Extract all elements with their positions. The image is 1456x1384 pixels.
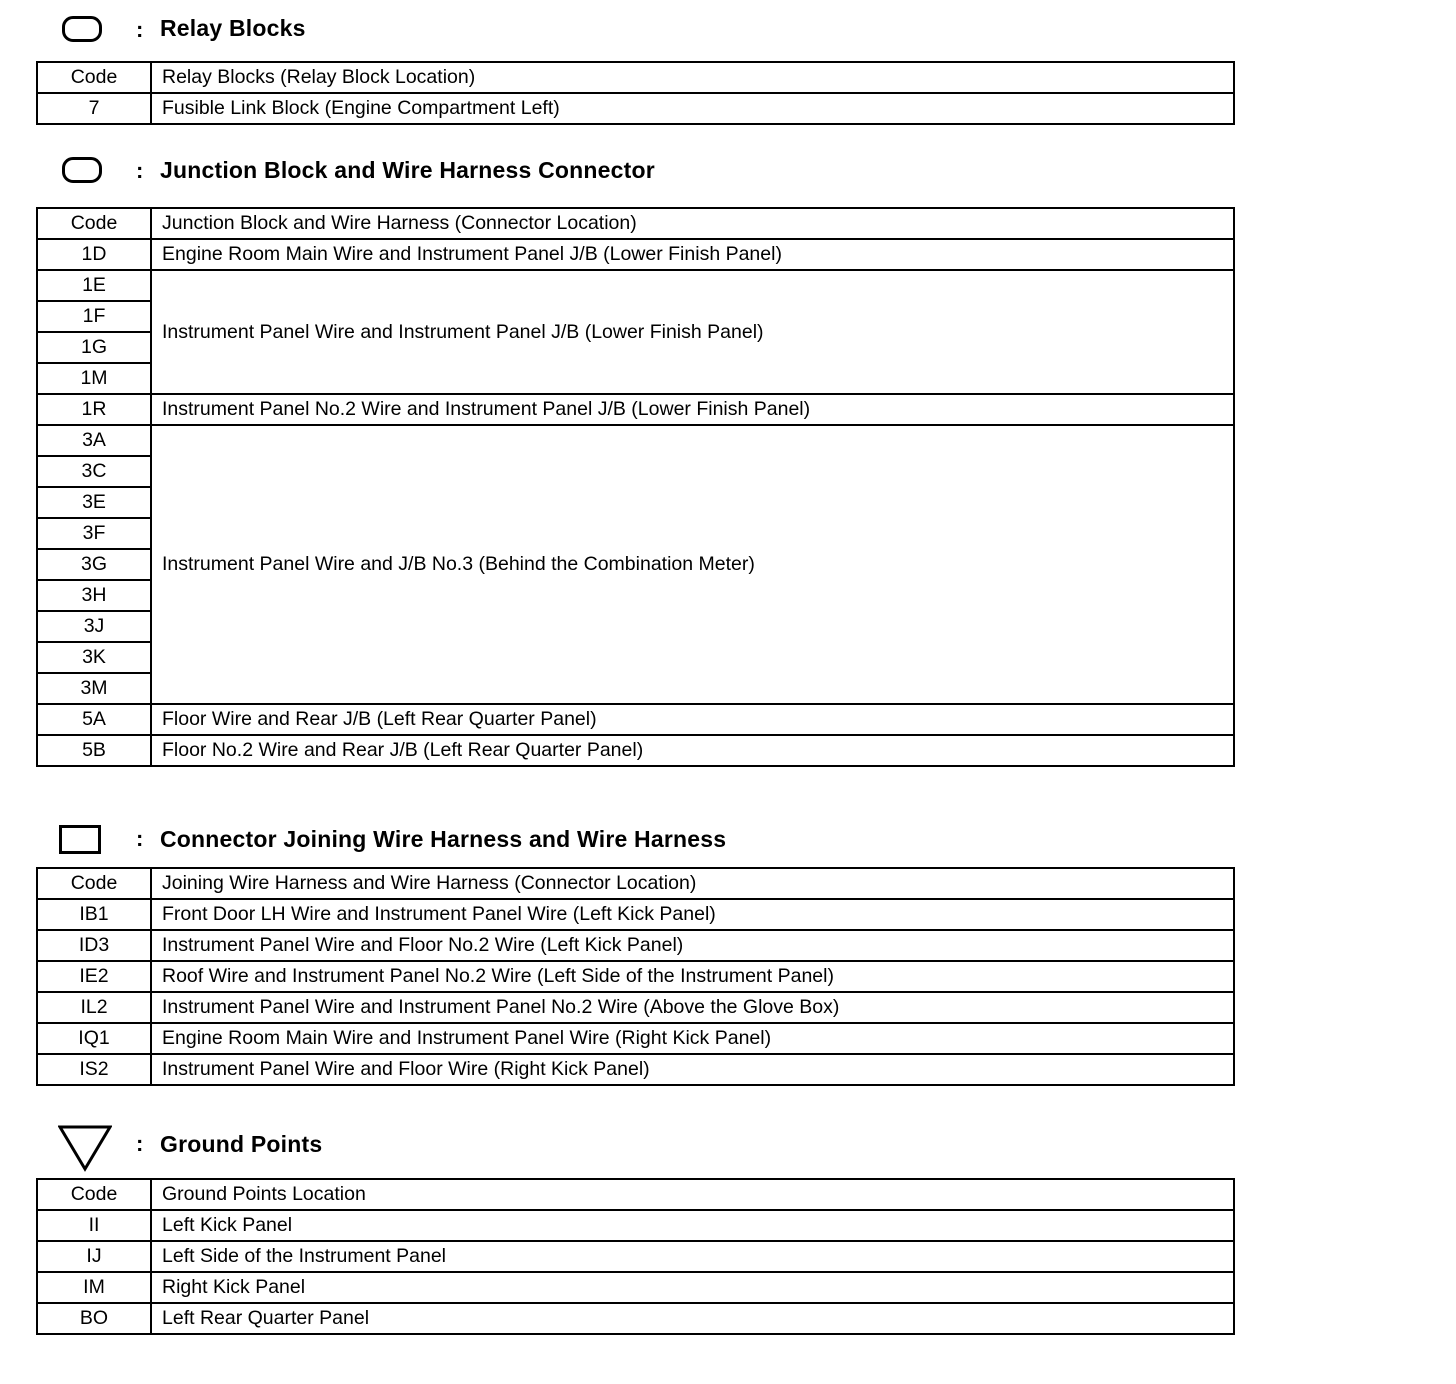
location-cell: Instrument Panel Wire and Floor Wire (Right Kick Panel) [151, 1054, 1234, 1085]
code-cell: 3E [37, 487, 151, 518]
code-cell: 5A [37, 704, 151, 735]
rounded-rectangle-icon [62, 16, 102, 42]
code-cell: 3M [37, 673, 151, 704]
rectangle-icon [59, 825, 101, 854]
table-row [37, 930, 1234, 961]
code-cell: 3A [37, 425, 151, 456]
location-cell: Roof Wire and Instrument Panel No.2 Wire (Left Side of the Instrument Panel) [151, 961, 1234, 992]
code-cell: 5B [37, 735, 151, 766]
location-header: Relay Blocks (Relay Block Location) [151, 62, 1234, 93]
section-title: Ground Points [160, 1131, 323, 1157]
code-header: Code [37, 208, 151, 239]
code-cell: IJ [37, 1241, 151, 1272]
relay-blocks-header [0, 0, 1456, 40]
connector-joining-header [0, 815, 1456, 855]
code-cell: IQ1 [37, 1023, 151, 1054]
table-header-row [37, 208, 1234, 239]
code-cell: 1G [37, 332, 151, 363]
section-title: Connector Joining Wire Harness and Wire Harness [160, 826, 727, 852]
location-cell: Floor Wire and Rear J/B (Left Rear Quarter Panel) [151, 704, 1234, 735]
table-row [37, 992, 1234, 1023]
code-cell: IS2 [37, 1054, 151, 1085]
location-cell: Instrument Panel Wire and Floor No.2 Wire (Left Kick Panel) [151, 930, 1234, 961]
code-cell: 7 [37, 93, 151, 124]
table-row [37, 704, 1234, 735]
table-row [37, 1054, 1234, 1085]
code-cell: IE2 [37, 961, 151, 992]
code-header: Code [37, 1179, 151, 1210]
code-cell: IL2 [37, 992, 151, 1023]
table-row [37, 1241, 1234, 1272]
colon: : [136, 17, 144, 42]
relay-blocks-table [36, 61, 1235, 125]
connector-joining-table [36, 867, 1235, 1086]
location-cell: Floor No.2 Wire and Rear J/B (Left Rear Quarter Panel) [151, 735, 1234, 766]
table-row [37, 1272, 1234, 1303]
table-row [37, 899, 1234, 930]
table-row [37, 425, 1234, 456]
location-cell: Instrument Panel Wire and Instrument Panel No.2 Wire (Above the Glove Box) [151, 992, 1234, 1023]
rounded-rectangle-icon [62, 157, 102, 183]
code-cell: 3F [37, 518, 151, 549]
code-cell: 3K [37, 642, 151, 673]
location-cell: Engine Room Main Wire and Instrument Panel J/B (Lower Finish Panel) [151, 239, 1234, 270]
code-header: Code [37, 868, 151, 899]
relay-blocks-section [0, 0, 1456, 119]
junction-block-section [0, 141, 1456, 761]
ground-points-header [0, 1122, 1456, 1162]
code-cell: 1E [37, 270, 151, 301]
code-cell: 3C [37, 456, 151, 487]
table-row [37, 961, 1234, 992]
down-triangle-icon [58, 1124, 112, 1172]
table-row [37, 239, 1234, 270]
colon: : [136, 158, 144, 183]
code-cell: 1R [37, 394, 151, 425]
location-cell: Left Kick Panel [151, 1210, 1234, 1241]
ground-points-table [36, 1178, 1235, 1335]
code-header: Code [37, 62, 151, 93]
location-header: Joining Wire Harness and Wire Harness (Connector Location) [151, 868, 1234, 899]
junction-block-table [36, 207, 1235, 767]
colon: : [136, 1131, 144, 1156]
code-cell: 3J [37, 611, 151, 642]
location-cell: Front Door LH Wire and Instrument Panel Wire (Left Kick Panel) [151, 899, 1234, 930]
location-cell: Left Rear Quarter Panel [151, 1303, 1234, 1334]
code-cell: 1F [37, 301, 151, 332]
location-header: Junction Block and Wire Harness (Connector Location) [151, 208, 1234, 239]
table-row [37, 1303, 1234, 1334]
code-cell: 3G [37, 549, 151, 580]
location-cell: Right Kick Panel [151, 1272, 1234, 1303]
code-cell: 1D [37, 239, 151, 270]
table-row [37, 1210, 1234, 1241]
table-row [37, 735, 1234, 766]
code-cell: IB1 [37, 899, 151, 930]
code-cell: BO [37, 1303, 151, 1334]
table-header-row [37, 868, 1234, 899]
table-row [37, 270, 1234, 301]
location-cell: Instrument Panel Wire and Instrument Panel J/B (Lower Finish Panel) [151, 270, 1234, 394]
section-title: Junction Block and Wire Harness Connector [160, 157, 655, 183]
table-header-row [37, 62, 1234, 93]
code-cell: 3H [37, 580, 151, 611]
colon: : [136, 826, 144, 851]
table-row [37, 93, 1234, 124]
code-cell: ID3 [37, 930, 151, 961]
code-cell: II [37, 1210, 151, 1241]
location-cell: Instrument Panel No.2 Wire and Instrument Panel J/B (Lower Finish Panel) [151, 394, 1234, 425]
junction-block-header [0, 141, 1456, 181]
table-row [37, 1023, 1234, 1054]
code-cell: IM [37, 1272, 151, 1303]
location-cell: Instrument Panel Wire and J/B No.3 (Behind the Combination Meter) [151, 425, 1234, 704]
location-cell: Engine Room Main Wire and Instrument Panel Wire (Right Kick Panel) [151, 1023, 1234, 1054]
section-title: Relay Blocks [160, 15, 306, 41]
ground-points-section [0, 1122, 1456, 1329]
location-cell: Left Side of the Instrument Panel [151, 1241, 1234, 1272]
connector-joining-section [0, 815, 1456, 1080]
table-row [37, 394, 1234, 425]
location-cell: Fusible Link Block (Engine Compartment Left) [151, 93, 1234, 124]
table-header-row [37, 1179, 1234, 1210]
code-cell: 1M [37, 363, 151, 394]
location-header: Ground Points Location [151, 1179, 1234, 1210]
